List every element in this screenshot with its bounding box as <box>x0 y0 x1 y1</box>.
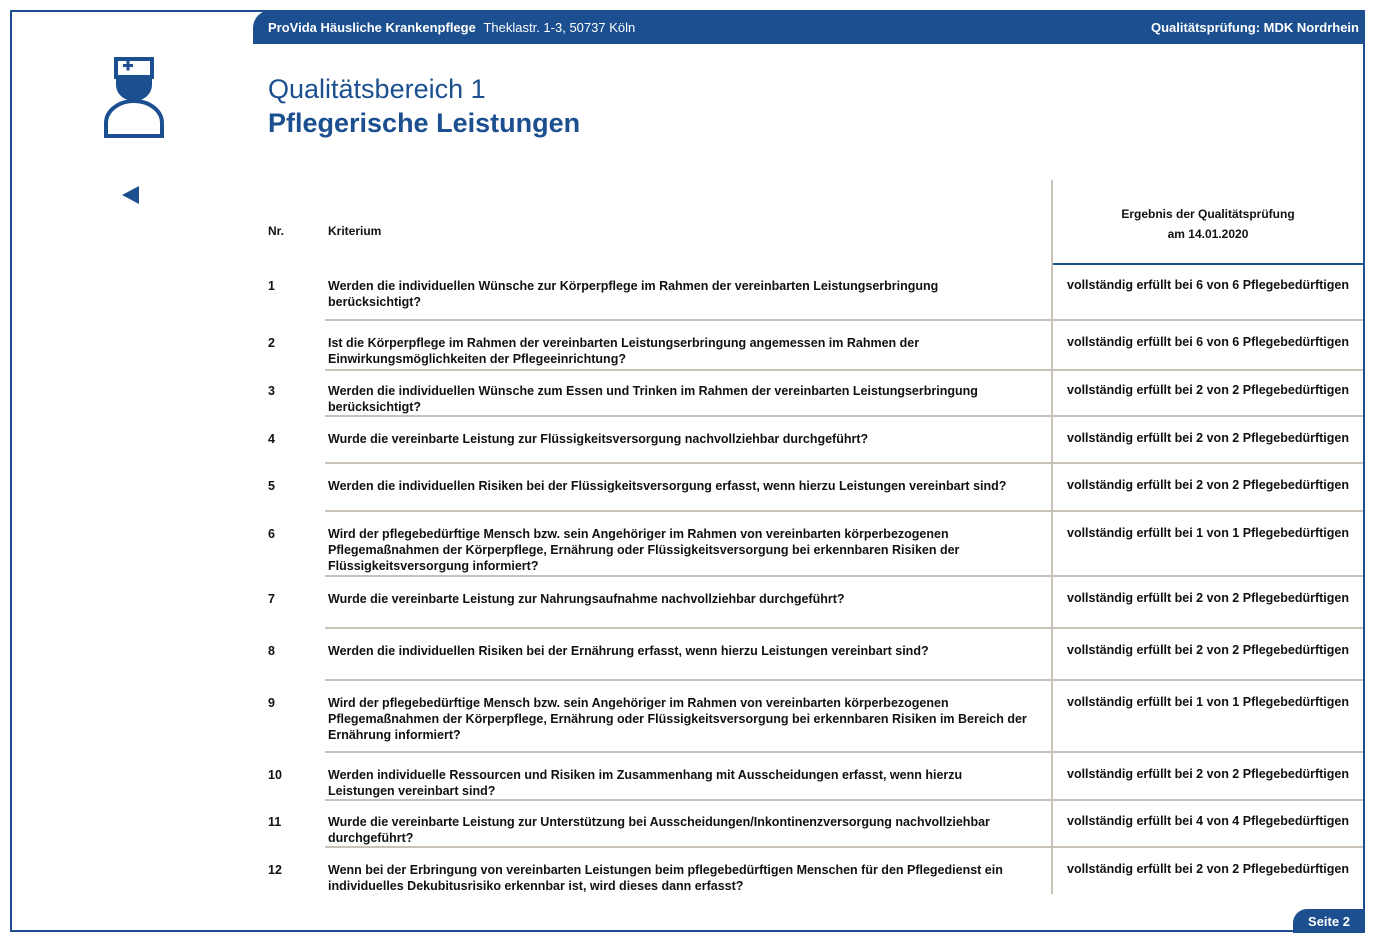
row-result: vollständig erfüllt bei 2 von 2 Pflegebedürftigen <box>1067 478 1349 492</box>
row-number: 4 <box>268 432 275 446</box>
row-number: 11 <box>268 815 282 829</box>
row-result: vollständig erfüllt bei 2 von 2 Pflegebedürftigen <box>1067 383 1349 397</box>
table-row <box>0 512 1377 577</box>
column-header-criterion: Kriterium <box>328 224 382 238</box>
row-number: 7 <box>268 592 275 606</box>
table-row <box>0 681 1377 753</box>
row-number: 5 <box>268 479 275 493</box>
company-address: Theklastr. 1-3, 50737 Köln <box>483 19 636 35</box>
table-row <box>0 464 1377 512</box>
nurse-icon <box>102 55 166 139</box>
row-criterion: Wurde die vereinbarte Leistung zur Flüssigkeitsversorgung nachvollziehbar durchgeführt? <box>328 432 869 446</box>
row-number: 9 <box>268 696 275 710</box>
header-bar <box>253 10 1365 44</box>
row-number: 3 <box>268 384 275 398</box>
row-result: vollständig erfüllt bei 2 von 2 Pflegebedürftigen <box>1067 591 1349 605</box>
column-header-nr: Nr. <box>268 224 285 238</box>
row-criterion: Werden die individuellen Wünsche zur Körperpflege im Rahmen der vereinbarten Leistungserbringung berücksichtigt? <box>328 279 939 309</box>
section-title: Qualitätsbereich 1 <box>268 74 486 104</box>
row-criterion: Werden die individuellen Wünsche zum Essen und Trinken im Rahmen der vereinbarten Leistungserbringung berücksichtigt? <box>328 384 978 414</box>
row-result: vollständig erfüllt bei 2 von 2 Pflegebedürftigen <box>1067 767 1349 781</box>
row-number: 10 <box>268 768 282 782</box>
row-number: 6 <box>268 527 275 541</box>
row-criterion: Werden die individuellen Risiken bei der Flüssigkeitsversorgung erfasst, wenn hierzu Leistungen vereinbart sind? <box>328 479 1007 493</box>
table-row <box>0 800 1377 848</box>
inspection-label: Qualitätsprüfung: MDK Nordrhein <box>1151 19 1359 35</box>
row-number: 12 <box>268 863 282 877</box>
row-criterion: Ist die Körperpflege im Rahmen der vereinbarten Leistungserbringung angemessen im Rahmen der Einwirkungsmöglichkeiten der Pflegeeinrichtung? <box>328 336 920 366</box>
table-row <box>0 264 1377 321</box>
row-criterion: Wenn bei der Erbringung von vereinbarten Leistungen beim pflegebedürftigen Menschen für den Pflegedienst ein individuelles Dekubitusrisiko erkennbar ist, wird dieses dann erfasst? <box>328 863 1003 893</box>
table-row <box>0 417 1377 464</box>
table-row <box>0 577 1377 629</box>
table-row <box>0 629 1377 681</box>
page-number-badge: Seite 2 <box>1293 909 1365 933</box>
provider-info <box>268 20 635 35</box>
row-number: 8 <box>268 644 275 658</box>
back-arrow-icon[interactable] <box>122 186 139 204</box>
table-row <box>0 321 1377 371</box>
row-number: 2 <box>268 336 275 350</box>
row-criterion: Wird der pflegebedürftige Mensch bzw. sein Angehöriger im Rahmen von vereinbarten körperbezogenen Pflegemaßnahmen der Körperpflege, Ernährung oder Flüssigkeitsversorgung bei erkennbaren Risiken der Flüssigkeitsversorgung informiert? <box>328 527 960 573</box>
table-row <box>0 848 1377 896</box>
row-result: vollständig erfüllt bei 2 von 2 Pflegebedürftigen <box>1067 643 1349 657</box>
row-criterion: Wird der pflegebedürftige Mensch bzw. sein Angehöriger im Rahmen von vereinbarten körperbezogenen Pflegemaßnahmen der Körperpflege, Ernährung oder Flüssigkeitsversorgung bei erkennbaren Risiken im Bereich der Ernährung informiert? <box>328 696 1027 742</box>
result-header-date: am 14.01.2020 <box>1167 227 1249 241</box>
row-criterion: Wurde die vereinbarte Leistung zur Nahrungsaufnahme nachvollziehbar durchgeführt? <box>328 592 845 606</box>
section-subtitle: Pflegerische Leistungen <box>268 108 581 138</box>
row-criterion: Wurde die vereinbarte Leistung zur Unterstützung bei Ausscheidungen/Inkontinenzversorgung nachvollziehbar durchgeführt? <box>328 815 990 845</box>
column-header-result <box>1058 204 1358 244</box>
row-result: vollständig erfüllt bei 6 von 6 Pflegebedürftigen <box>1067 335 1349 349</box>
row-criterion: Werden individuelle Ressourcen und Risiken im Zusammenhang mit Ausscheidungen erfasst, wenn hierzu Leistungen vereinbart sind? <box>328 768 963 798</box>
row-number: 1 <box>268 279 275 293</box>
table-row <box>0 753 1377 801</box>
row-criterion: Werden die individuellen Risiken bei der Ernährung erfasst, wenn hierzu Leistungen vereinbart sind? <box>328 644 929 658</box>
row-result: vollständig erfüllt bei 2 von 2 Pflegebedürftigen <box>1067 431 1349 445</box>
row-result: vollständig erfüllt bei 1 von 1 Pflegebedürftigen <box>1067 695 1349 709</box>
table-row <box>0 369 1377 417</box>
row-result: vollständig erfüllt bei 4 von 4 Pflegebedürftigen <box>1067 814 1349 828</box>
company-name: ProVida Häusliche Krankenpflege <box>268 19 476 35</box>
row-result: vollständig erfüllt bei 6 von 6 Pflegebedürftigen <box>1067 278 1349 292</box>
row-result: vollständig erfüllt bei 1 von 1 Pflegebedürftigen <box>1067 526 1349 540</box>
row-result: vollständig erfüllt bei 2 von 2 Pflegebedürftigen <box>1067 862 1349 876</box>
result-header-line1: Ergebnis der Qualitätsprüfung <box>1121 207 1295 221</box>
